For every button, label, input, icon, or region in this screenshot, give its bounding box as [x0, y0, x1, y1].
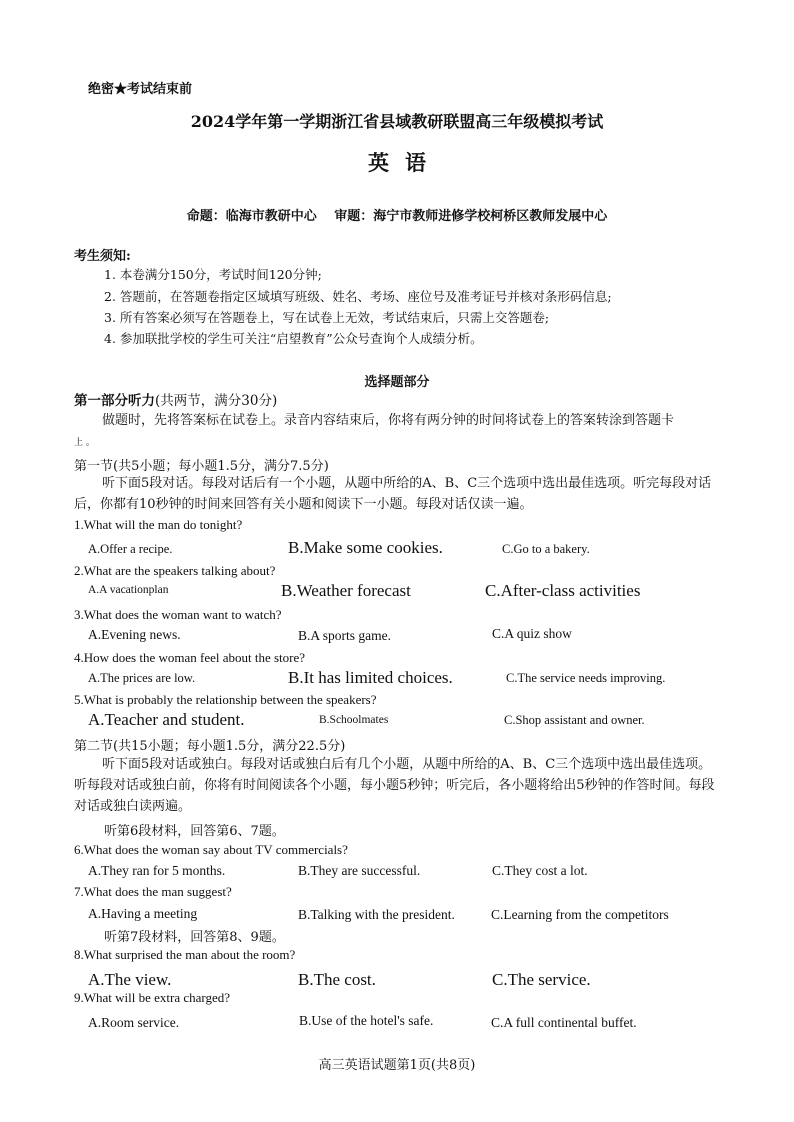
q9-option-a: A.Room service.	[88, 1015, 180, 1030]
q3-option-c: C.A quiz show	[492, 626, 572, 641]
subject-title: 英语	[368, 150, 442, 175]
question-4: 4.How does the woman feel about the store?	[74, 650, 306, 665]
sec1-heading: 第一节(共5小题；每小题1.5分，满分7.5分)	[74, 459, 329, 474]
question-8: 8.What surprised the man about the room?	[74, 947, 296, 962]
q4-option-c: C.The service needs improving.	[506, 671, 666, 685]
authors-line: 命题：临海市教研中心 审题：海宁市教师进修学校柯桥区教师发展中心	[186, 209, 608, 224]
q3-option-a: A.Evening news.	[88, 627, 181, 642]
q9-option-b: B.Use of the hotel's safe.	[299, 1013, 434, 1028]
q4-option-a: A.The prices are low.	[88, 671, 196, 685]
notice-item: 2. 答题前，在答题卷指定区域填写班级、姓名、考场、座位号及准考证号并核对条形码信息;	[104, 289, 612, 304]
page-footer: 高三英语试题第1页(共8页)	[318, 1058, 476, 1073]
confidential-mark: 绝密★考试结束前	[88, 82, 193, 97]
exam-title: 2024学年第一学期浙江省县域教研联盟高三年级模拟考试	[190, 112, 604, 131]
question-6: 6.What does the woman say about TV commercials?	[74, 842, 348, 857]
material-note: 听第6段材料，回答第6、7题。	[104, 824, 285, 839]
part1-intro-tail: 上 。	[74, 438, 95, 448]
part1-intro	[74, 410, 720, 454]
q4-option-b: B.It has limited choices.	[288, 668, 453, 687]
sec2-intro: 听下面5段对话或独白。每段对话或独白后有几个小题，从题中所给的A、B、C三个选项中选出最佳选项。听每段对话或独白前，你将有时间阅读各个小题，每小题5秒钟；听完后，各小题将给出5秒钟的作答时间。每段对话或独白读两遍。	[74, 757, 715, 814]
part1-heading	[74, 389, 277, 409]
question-5: 5.What is probably the relationship between the speakers?	[74, 692, 377, 707]
notice-item: 4. 参加联批学校的学生可关注“启望教育”公众号查询个人成绩分析。	[104, 331, 483, 346]
question-7: 7.What does the man suggest?	[74, 884, 232, 899]
q5-option-a: A.Teacher and student.	[88, 710, 245, 729]
q8-option-a: A.The view.	[88, 970, 172, 989]
material-note: 听第7段材料，回答第8、9题。	[104, 930, 285, 945]
q2-option-a: A.A vacationplan	[88, 584, 169, 596]
question-2: 2.What are the speakers talking about?	[74, 563, 276, 578]
q2-option-c: C.After-class activities	[485, 581, 641, 600]
q1-option-b: B.Make some cookies.	[288, 538, 443, 557]
q1-option-c: C.Go to a bakery.	[502, 542, 590, 556]
q6-option-b: B.They are successful.	[298, 863, 421, 878]
q7-option-c: C.Learning from the competitors	[491, 907, 669, 922]
notice-heading: 考生须知:	[74, 249, 131, 264]
q6-option-a: A.They ran for 5 months.	[88, 863, 226, 878]
question-1: 1.What will the man do tonight?	[74, 517, 243, 532]
q7-option-b: B.Talking with the president.	[298, 907, 455, 922]
section-title: 选择题部分	[364, 375, 430, 390]
q8-option-b: B.The cost.	[298, 970, 376, 989]
q2-option-b: B.Weather forecast	[281, 581, 411, 600]
q7-option-a: A.Having a meeting	[88, 906, 198, 921]
part1-heading-title: 第一部分听力	[74, 393, 155, 409]
q3-option-b: B.A sports game.	[298, 628, 391, 643]
question-3: 3.What does the woman want to watch?	[74, 607, 282, 622]
q5-option-b: B.Schoolmates	[319, 714, 389, 726]
q9-option-c: C.A full continental buffet.	[491, 1015, 637, 1030]
part1-intro-text: 做题时，先将答案标在试卷上。录音内容结束后，你将有两分钟的时间将试卷上的答案转涂到答题卡	[102, 413, 675, 428]
notice-item: 3. 所有答案必须写在答题卷上，写在试卷上无效，考试结束后，只需上交答题卷;	[104, 310, 550, 325]
q5-option-c: C.Shop assistant and owner.	[504, 713, 645, 727]
sec2-heading: 第二节(共15小题；每小题1.5分，满分22.5分)	[74, 739, 346, 754]
q8-option-c: C.The service.	[492, 970, 591, 989]
sec1-intro: 听下面5段对话。每段对话后有一个小题，从题中所给的A、B、C三个选项中选出最佳选项。听完每段对话后，你都有10秒钟的时间来回答有关小题和阅读下一小题。每段对话仅读一遍。	[74, 476, 712, 512]
notice-item: 1. 本卷满分150分，考试时间120分钟;	[104, 267, 322, 282]
q6-option-c: C.They cost a lot.	[492, 863, 588, 878]
question-9: 9.What will be extra charged?	[74, 990, 231, 1005]
q1-option-a: A.Offer a recipe.	[88, 542, 173, 556]
part1-heading-note: (共两节，满分30分)	[155, 393, 278, 409]
